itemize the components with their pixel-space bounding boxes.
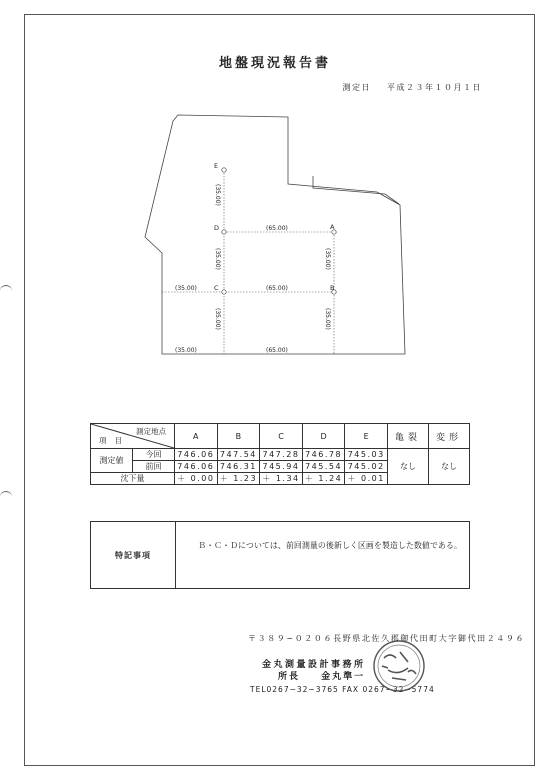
current-e: 745.03 [345,449,388,461]
current-d: 746.78 [302,449,345,461]
point-label-c: C [214,284,219,292]
firm-contact: TEL0267−32−3765 FAX 0267−32−5774 [250,685,435,694]
point-label-a: A [330,223,335,231]
previous-e: 745.02 [345,461,388,473]
current-a: 746.06 [175,449,218,461]
binding-mark-bottom [0,491,12,498]
col-deform: 変形 [429,424,470,449]
dim-bottom-horizontal-right: (65.00) [266,347,288,354]
representative [278,669,365,682]
date-label: 測定日 [342,83,371,92]
representative-title: 所長 [278,672,301,682]
dim-mid-horizontal-right: (65.00) [266,285,288,292]
settlement-b: ＋ 1.23 [217,473,260,485]
dim-vertical-d-c: (35.00) [214,248,221,270]
point-label-d: D [214,224,220,232]
dim-vertical-c-low: (35.00) [214,308,221,330]
col-crack: 亀裂 [388,424,429,449]
col-c: C [260,424,303,449]
previous-b: 746.31 [217,461,260,473]
col-a: A [175,424,218,449]
row-previous-label: 前回 [133,461,175,473]
row-settlement-label: 沈下量 [91,473,175,485]
header-point-label: 測定地点 [136,427,166,436]
current-b: 747.54 [217,449,260,461]
firm-address: 〒３８９−０２０６長野県北佐久郡御代田町大字御代田２４９６ [248,634,526,643]
settlement-a: ＋ 0.00 [175,473,218,485]
row-current-label: 今回 [133,449,175,461]
settlement-d: ＋ 1.24 [302,473,345,485]
dim-bottom-horizontal-left: (35.00) [175,347,197,354]
dim-vertical-a-b: (35.00) [324,248,331,270]
previous-a: 746.06 [175,461,218,473]
col-d: D [302,424,345,449]
seal-stamp-icon [370,636,428,696]
deform-value: なし [429,449,470,485]
header-item-label: 項目 [99,436,130,445]
previous-c: 745.94 [260,461,303,473]
dim-top-horizontal: (65.00) [266,225,288,232]
remarks-text: Ｂ・Ｃ・Ｄについては、前回測量の後新しく区画を製造した数値である。 [176,522,470,589]
measurement-table [90,423,470,485]
crack-value: なし [388,449,429,485]
firm-name: 金丸測量設計事務所 [262,660,366,670]
point-label-b: B [330,284,335,292]
table-header-corner [91,424,175,449]
dim-mid-horizontal-left: (35.00) [175,285,197,292]
document-title: 地盤現況報告書 [218,56,331,71]
current-c: 747.28 [260,449,303,461]
col-b: B [217,424,260,449]
settlement-e: ＋ 0.01 [345,473,388,485]
point-label-e: E [214,162,219,170]
remarks-label: 特記事項 [91,522,176,589]
dim-vertical-e-d: (35.00) [214,184,221,206]
settlement-c: ＋ 1.34 [260,473,303,485]
dim-vertical-b-low: (35.00) [324,308,331,330]
row-measured-label: 測定値 [91,449,133,473]
representative-name: 金丸準一 [321,672,366,682]
measurement-lines [162,170,334,354]
remarks-table [90,521,470,589]
previous-d: 745.54 [302,461,345,473]
col-e: E [345,424,388,449]
date-value: 平成２３年１０月１日 [387,83,482,92]
site-outline [145,115,405,354]
